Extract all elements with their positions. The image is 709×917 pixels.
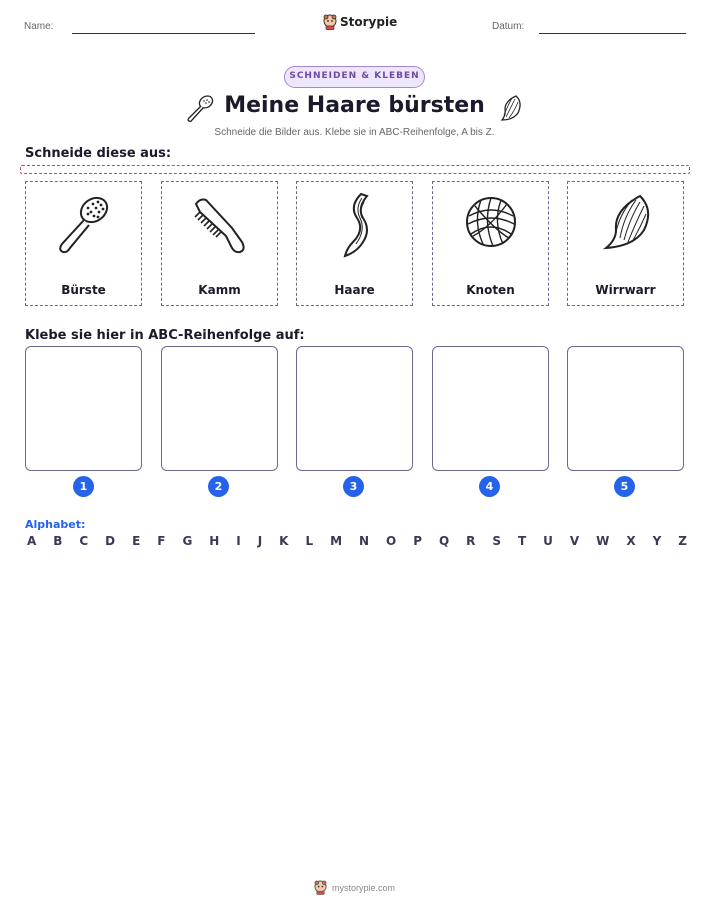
alphabet-letter: Q: [438, 534, 450, 548]
alphabet-row: [27, 534, 687, 548]
alphabet-letter: F: [157, 534, 166, 548]
alphabet-letter: U: [543, 534, 553, 548]
alphabet-letter: S: [492, 534, 501, 548]
alphabet-letter: W: [596, 534, 610, 548]
cut-card-4[interactable]: [432, 181, 549, 306]
title-row: [0, 91, 709, 125]
card-label: Kamm: [198, 283, 241, 297]
alphabet-letter: Y: [652, 534, 662, 548]
paste-section-title: Klebe sie hier in ABC-Reihenfolge auf:: [25, 328, 305, 343]
alphabet-letter: R: [466, 534, 476, 548]
knot-icon: [461, 190, 521, 260]
instructions: Schneide die Bilder aus. Klebe sie in ABC-Reihenfolge, A bis Z.: [214, 127, 495, 138]
alphabet-letter: D: [105, 534, 116, 548]
number-badge-3: 3: [343, 476, 364, 497]
name-label: Name:: [24, 21, 54, 32]
card-label: Wirrwarr: [595, 283, 656, 297]
card-label: Knoten: [466, 283, 515, 297]
alphabet-letter: J: [257, 534, 263, 548]
brand-name: Storypie: [340, 15, 398, 29]
date-line[interactable]: [539, 33, 686, 34]
paste-box-2[interactable]: [161, 346, 278, 471]
comb-icon: [190, 190, 250, 260]
footer: [0, 880, 709, 895]
storypie-mascot-icon: [323, 14, 337, 30]
brush-icon: [54, 190, 114, 260]
tangle-icon: [596, 190, 656, 260]
alphabet-letter: E: [132, 534, 141, 548]
alphabet-letter: K: [279, 534, 289, 548]
alphabet-letter: O: [386, 534, 397, 548]
alphabet-letter: B: [53, 534, 63, 548]
alphabet-letter: Z: [678, 534, 687, 548]
alphabet-letter: C: [79, 534, 89, 548]
alphabet-letter: T: [517, 534, 527, 548]
cut-card-5[interactable]: [567, 181, 684, 306]
card-label: Bürste: [61, 283, 106, 297]
paste-box-4[interactable]: [432, 346, 549, 471]
alphabet-letter: H: [209, 534, 220, 548]
number-badge-2: 2: [208, 476, 229, 497]
paste-box-1[interactable]: [25, 346, 142, 471]
storypie-mascot-icon: [314, 880, 327, 895]
page-title: Meine Haare bürsten: [224, 93, 485, 118]
name-line[interactable]: [72, 33, 255, 34]
date-label: Datum:: [492, 21, 525, 32]
paste-box-5[interactable]: [567, 346, 684, 471]
cut-card-2[interactable]: [161, 181, 278, 306]
hair-icon: [325, 190, 385, 260]
footer-url[interactable]: mystorypie.com: [331, 882, 395, 893]
number-badge-5: 5: [614, 476, 635, 497]
number-badge-4: 4: [479, 476, 500, 497]
alphabet-letter: M: [330, 534, 343, 548]
cut-section-title: Schneide diese aus:: [25, 146, 172, 161]
alphabet-letter: V: [569, 534, 580, 548]
cut-card-1[interactable]: [25, 181, 142, 306]
alphabet-letter: G: [182, 534, 193, 548]
alphabet-letter: I: [236, 534, 241, 548]
brand-logo: [323, 14, 397, 30]
worksheet-header: [0, 0, 709, 50]
alphabet-letter: P: [413, 534, 422, 548]
alphabet-letter: X: [626, 534, 636, 548]
hair-tuft-icon: [496, 93, 524, 123]
alphabet-label: Alphabet:: [25, 518, 86, 531]
number-badge-1: 1: [73, 476, 94, 497]
card-label: Haare: [334, 283, 375, 297]
alphabet-letter: N: [359, 534, 370, 548]
cut-card-3[interactable]: [296, 181, 413, 306]
alphabet-letter: L: [305, 534, 314, 548]
paste-box-3[interactable]: [296, 346, 413, 471]
alphabet-letter: A: [27, 534, 37, 548]
activity-badge: SCHNEIDEN & KLEBEN: [284, 66, 425, 88]
cut-line[interactable]: [20, 165, 690, 174]
